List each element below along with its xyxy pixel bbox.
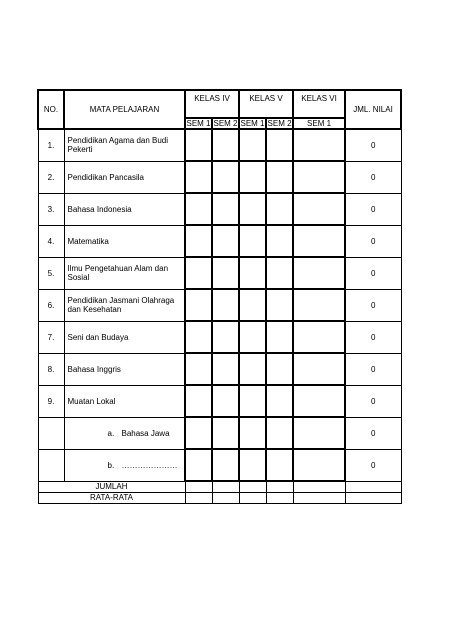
score-cell[interactable]: [266, 129, 293, 161]
total-score: 0: [345, 385, 401, 417]
score-cell[interactable]: [212, 321, 239, 353]
grade-table: [37, 89, 402, 504]
col-header-kelas-v: KELAS V: [239, 90, 293, 118]
score-cell[interactable]: [239, 193, 266, 225]
sem-header: SEM 1: [240, 119, 265, 128]
subject-name: Ilmu Pengetahuan Alam dan Sosial: [64, 257, 185, 289]
score-cell[interactable]: [266, 385, 293, 417]
subitem-letter: a.: [107, 428, 115, 438]
score-cell[interactable]: [239, 417, 266, 449]
score-cell[interactable]: [212, 129, 239, 161]
score-cell[interactable]: [266, 321, 293, 353]
subject-name: Bahasa Inggris: [64, 353, 185, 385]
score-cell[interactable]: [293, 225, 345, 257]
score-cell[interactable]: [293, 161, 345, 193]
score-cell[interactable]: [185, 257, 212, 289]
total-score: 0: [345, 417, 401, 449]
score-cell[interactable]: [212, 257, 239, 289]
score-cell[interactable]: [212, 385, 239, 417]
score-cell[interactable]: [185, 289, 212, 321]
score-cell[interactable]: [266, 449, 293, 481]
row-number: 9.: [38, 385, 64, 417]
score-cell[interactable]: [185, 321, 212, 353]
total-score: 0: [345, 193, 401, 225]
row-number: 3.: [38, 193, 64, 225]
jumlah-label: JUMLAH: [38, 481, 185, 492]
score-cell[interactable]: [185, 193, 212, 225]
col-header-kelas-iv: KELAS IV: [185, 90, 239, 118]
score-cell[interactable]: [185, 129, 212, 161]
score-cell[interactable]: [266, 225, 293, 257]
row-number: 8.: [38, 353, 64, 385]
score-cell[interactable]: [293, 321, 345, 353]
jumlah-total[interactable]: [345, 481, 401, 492]
score-cell[interactable]: [293, 129, 345, 161]
score-cell[interactable]: [185, 417, 212, 449]
row-number-empty: [38, 449, 64, 481]
table-row: [38, 257, 401, 289]
row-number: 1.: [38, 129, 64, 161]
subject-name: Muatan Lokal: [64, 385, 185, 417]
subject-name: Pendidikan Agama dan Budi Pekerti: [64, 129, 185, 161]
col-header-jml-nilai: JML. NILAI: [345, 90, 401, 129]
score-cell[interactable]: [266, 193, 293, 225]
table-row: [38, 129, 401, 161]
table-row: [38, 289, 401, 321]
col-header-kelas-vi: KELAS VI: [293, 90, 345, 118]
subject-name: Pendidikan Pancasila: [64, 161, 185, 193]
jumlah-cell[interactable]: [293, 481, 345, 492]
subitem-letter: b.: [107, 460, 115, 470]
score-cell[interactable]: [293, 417, 345, 449]
score-cell[interactable]: [239, 129, 266, 161]
total-score: 0: [345, 129, 401, 161]
score-cell[interactable]: [185, 161, 212, 193]
subject-name: Bahasa Indonesia: [64, 193, 185, 225]
header-row: [38, 90, 401, 118]
score-cell[interactable]: [293, 449, 345, 481]
subject-name: Matematika: [64, 225, 185, 257]
jumlah-cell[interactable]: [212, 481, 239, 492]
col-header-mata-pelajaran: MATA PELAJARAN: [64, 90, 185, 129]
row-number: 5.: [38, 257, 64, 289]
table-row: [38, 161, 401, 193]
subject-name: Pendidikan Jasmani Olahraga dan Kesehatan: [64, 289, 185, 321]
score-cell[interactable]: [266, 161, 293, 193]
score-cell[interactable]: [239, 289, 266, 321]
score-cell[interactable]: [293, 289, 345, 321]
score-cell[interactable]: [212, 161, 239, 193]
subitem: [64, 417, 185, 449]
table-row: [38, 225, 401, 257]
rata-rata-total[interactable]: [345, 492, 401, 503]
score-cell[interactable]: [185, 449, 212, 481]
score-cell[interactable]: [212, 417, 239, 449]
sem-header: SEM 2: [213, 119, 238, 128]
score-cell[interactable]: [239, 257, 266, 289]
jumlah-cell[interactable]: [185, 481, 212, 492]
score-cell[interactable]: [185, 353, 212, 385]
row-number: 4.: [38, 225, 64, 257]
sem-header: SEM 1: [186, 119, 211, 128]
total-score: 0: [345, 449, 401, 481]
total-score: 0: [345, 225, 401, 257]
score-cell[interactable]: [293, 353, 345, 385]
rata-rata-cell[interactable]: [212, 492, 239, 503]
score-cell[interactable]: [185, 225, 212, 257]
total-score: 0: [345, 353, 401, 385]
jumlah-cell[interactable]: [239, 481, 266, 492]
score-cell[interactable]: [212, 193, 239, 225]
col-header-no: NO.: [38, 90, 64, 129]
rata-rata-cell[interactable]: [239, 492, 266, 503]
score-cell[interactable]: [293, 257, 345, 289]
row-number: 6.: [38, 289, 64, 321]
rata-rata-label: RATA-RATA: [38, 492, 185, 503]
rata-rata-cell[interactable]: [266, 492, 293, 503]
row-number: 7.: [38, 321, 64, 353]
subject-name: Seni dan Budaya: [64, 321, 185, 353]
score-cell[interactable]: [185, 385, 212, 417]
score-cell[interactable]: [239, 161, 266, 193]
score-cell[interactable]: [239, 353, 266, 385]
score-cell[interactable]: [212, 225, 239, 257]
table-subrow: [38, 417, 401, 449]
score-cell[interactable]: [293, 193, 345, 225]
sem-header: SEM 2: [267, 119, 292, 128]
score-cell[interactable]: [266, 417, 293, 449]
score-cell[interactable]: [239, 385, 266, 417]
score-cell[interactable]: [266, 257, 293, 289]
score-cell[interactable]: [293, 385, 345, 417]
score-cell[interactable]: [266, 289, 293, 321]
score-cell[interactable]: [239, 225, 266, 257]
score-cell[interactable]: [266, 353, 293, 385]
rata-rata-cell[interactable]: [185, 492, 212, 503]
total-score: 0: [345, 321, 401, 353]
total-score: 0: [345, 161, 401, 193]
subitem: [64, 449, 185, 481]
score-cell[interactable]: [239, 321, 266, 353]
subitem-name: …………………: [121, 460, 178, 470]
sem-header: SEM 1: [293, 118, 345, 129]
score-cell[interactable]: [212, 353, 239, 385]
rata-rata-cell[interactable]: [293, 492, 345, 503]
score-cell[interactable]: [239, 449, 266, 481]
subitem-name: Bahasa Jawa: [121, 428, 170, 438]
table-row: [38, 321, 401, 353]
score-cell[interactable]: [212, 289, 239, 321]
table-row: [38, 385, 401, 417]
table-row: [38, 353, 401, 385]
score-cell[interactable]: [212, 449, 239, 481]
total-score: 0: [345, 289, 401, 321]
jumlah-row: [38, 481, 401, 492]
rata-rata-row: [38, 492, 401, 503]
table-row: [38, 193, 401, 225]
jumlah-cell[interactable]: [266, 481, 293, 492]
row-number-empty: [38, 417, 64, 449]
table-subrow: [38, 449, 401, 481]
row-number: 2.: [38, 161, 64, 193]
total-score: 0: [345, 257, 401, 289]
